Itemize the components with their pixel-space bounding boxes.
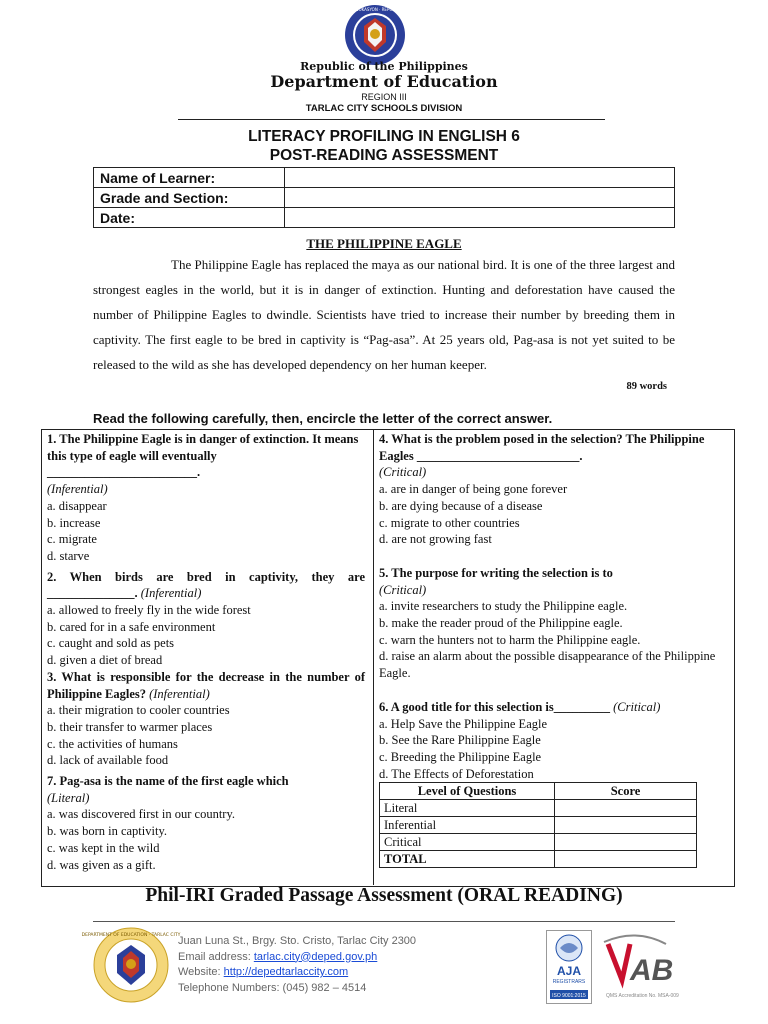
answer-option[interactable]: a. their migration to cooler countries (47, 703, 230, 718)
score-level: Literal (380, 800, 555, 817)
logo-text: DEPARTMENT OF EDUCATION · TARLAC CITY (81, 933, 181, 938)
score-header-row (380, 783, 697, 800)
republic-line: Republic of the Philippines (300, 60, 468, 73)
answer-option[interactable]: c. caught and sold as pets (47, 636, 175, 651)
email-label: Email address: (178, 950, 254, 963)
question-stem: 5. The purpose for writing the selection is to (379, 565, 613, 580)
header-divider (178, 119, 605, 120)
seal-text: KAGAWARAN NG EDUKASYON · REPUBLIKA NG PILIPINAS (318, 7, 432, 12)
score-cell[interactable] (555, 834, 697, 851)
answer-option[interactable]: d. The Effects of Deforestation (379, 766, 534, 781)
question-1 (47, 431, 365, 565)
answer-option[interactable]: d. lack of available food (47, 753, 169, 768)
info-row-grade (94, 188, 675, 208)
answer-option[interactable]: a. allowed to freely fly in the wide forest (47, 603, 251, 618)
answer-option[interactable]: c. Breeding the Philippine Eagle (379, 749, 542, 764)
answer-option[interactable]: b. was born in captivity. (47, 824, 168, 839)
question-7 (47, 773, 365, 873)
score-level: Inferential (380, 817, 555, 834)
question-level: (Critical) (379, 582, 427, 597)
score-level: TOTAL (380, 851, 555, 868)
info-label: Name of Learner: (94, 168, 285, 188)
answer-option[interactable]: c. migrate (47, 532, 97, 547)
answer-option[interactable]: a. invite researchers to study the Philippine eagle. (379, 599, 628, 614)
division-line: TARLAC CITY SCHOOLS DIVISION (305, 103, 463, 114)
score-table (379, 782, 697, 868)
vab-text: AB (630, 954, 674, 987)
deped-tarlac-city-logo (81, 927, 181, 1003)
question-stem: 1. The Philippine Eagle is in danger of extinction. It means this type of eagle will eventually ________________________. (47, 432, 359, 480)
word-count: 89 words (626, 381, 667, 392)
score-row (380, 817, 697, 834)
score-header-level: Level of Questions (380, 783, 555, 800)
question-3 (47, 669, 365, 769)
score-level: Critical (380, 834, 555, 851)
question-level: (Critical) (613, 699, 661, 714)
score-row (380, 834, 697, 851)
question-stem: 7. Pag-asa is the name of the first eagle which (47, 774, 289, 789)
answer-option[interactable]: d. given a diet of bread (47, 653, 163, 668)
learner-info-table (93, 167, 675, 228)
answer-option[interactable]: b. See the Rare Philippine Eagle (379, 733, 541, 748)
question-5 (379, 565, 725, 682)
department-line: Department of Education (270, 72, 498, 91)
address-line: Juan Luna St., Brgy. Sto. Cristo, Tarlac City 2300 (178, 935, 417, 947)
answer-option[interactable]: c. was kept in the wild (47, 840, 160, 855)
answer-option[interactable]: b. are dying because of a disease (379, 498, 543, 513)
passage-text: The Philippine Eagle has replaced the maya as our national bird. It is one of the three largest and strongest eagles in the world, but it is in danger of extinction. Hunting and deforestation have caused the number of Philippine Eagles to dwindle. Scientists have tried to increase their number by breeding them in captivity. The first eagle to be bred in captivity is “Pag-asa”. At 25 years old, Pag-asa is not yet suited to be released to the wild as she has developed dependency on her human keeper. (93, 257, 675, 372)
instructions: Read the following carefully, then, encircle the letter of the correct answer. (93, 411, 553, 426)
questions-right-column (379, 431, 725, 782)
score-cell[interactable] (555, 817, 697, 834)
question-stem: 6. A good title for this selection is_________ (379, 699, 611, 714)
deped-seal-logo (318, 4, 432, 66)
answer-option[interactable]: d. are not growing fast (379, 532, 492, 547)
answer-option[interactable]: a. was discovered first in our country. (47, 807, 236, 822)
aja-sub: REGISTRARS (552, 979, 586, 985)
question-6 (379, 699, 725, 783)
info-label: Date: (94, 208, 285, 228)
email-link[interactable]: tarlac.city@deped.gov.ph (253, 950, 378, 963)
website-label: Website: (178, 966, 224, 978)
aja-iso: ISO 9001:2015 (552, 993, 586, 999)
answer-option[interactable]: b. their transfer to warmer places (47, 719, 213, 734)
question-level: (Inferential) (140, 586, 202, 601)
aja-text: AJA (556, 964, 582, 978)
info-label: Grade and Section: (94, 188, 285, 208)
info-row-name (94, 168, 675, 188)
question-level: (Critical) (379, 465, 427, 480)
page-subtitle: POST-READING ASSESSMENT (269, 147, 499, 164)
answer-option[interactable]: d. starve (47, 548, 90, 563)
questions-column-divider (373, 429, 374, 885)
question-level: (Inferential) (47, 482, 108, 497)
footer-title: Phil-IRI Graded Passage Assessment (ORAL READING) (145, 885, 623, 906)
website-link[interactable]: http://depedtarlaccity.com (223, 966, 349, 978)
info-row-date (94, 208, 675, 228)
aja-registrars-badge (546, 930, 592, 1004)
questions-left-column (47, 431, 365, 873)
footer-divider (93, 921, 675, 922)
question-stem: 2. When birds are bred in captivity, they are ______________. (47, 569, 365, 601)
score-cell[interactable] (555, 851, 697, 868)
score-row (380, 851, 697, 868)
score-header-score: Score (555, 783, 697, 800)
question-stem: 3. What is responsible for the decrease in the number of Philippine Eagles? (47, 669, 365, 701)
question-4 (379, 431, 725, 548)
question-level: (Inferential) (149, 686, 210, 701)
region-line: REGION III (361, 92, 407, 102)
score-row (380, 800, 697, 817)
answer-option[interactable]: c. warn the hunters not to harm the Philippine eagle. (379, 632, 641, 647)
question-stem: 4. What is the problem posed in the selection? The Philippine Eagles __________________________. (379, 432, 705, 463)
question-2 (47, 569, 365, 669)
answer-option[interactable]: d. was given as a gift. (47, 857, 156, 872)
answer-option[interactable]: a. disappear (47, 498, 107, 513)
answer-option[interactable]: b. increase (47, 515, 101, 530)
grade-section-field[interactable] (285, 188, 675, 208)
answer-option[interactable]: a. Help Save the Philippine Eagle (379, 716, 548, 731)
vab-accreditation-logo (600, 930, 672, 990)
answer-option[interactable]: c. migrate to other countries (379, 515, 520, 530)
question-level: (Literal) (47, 790, 90, 805)
answer-option[interactable]: a. are in danger of being gone forever (379, 482, 568, 497)
phone-line: Telephone Numbers: (045) 982 – 4514 (178, 981, 367, 994)
passage-title: THE PHILIPPINE EAGLE (306, 236, 462, 251)
contact-block (178, 934, 416, 996)
answer-option[interactable]: b. cared for in a safe environment (47, 619, 216, 634)
score-cell[interactable] (555, 800, 697, 817)
answer-option[interactable]: d. raise an alarm about the possible disappearance of the Philippine Eagle. (379, 649, 716, 681)
answer-option[interactable]: c. the activities of humans (47, 736, 178, 751)
learner-name-field[interactable] (285, 168, 675, 188)
date-field[interactable] (285, 208, 675, 228)
page-title: LITERACY PROFILING IN ENGLISH 6 (248, 128, 520, 145)
answer-option[interactable]: b. make the reader proud of the Philippine eagle. (379, 616, 623, 631)
vab-note: QMS Accreditation No. MSA-009 (606, 993, 679, 999)
